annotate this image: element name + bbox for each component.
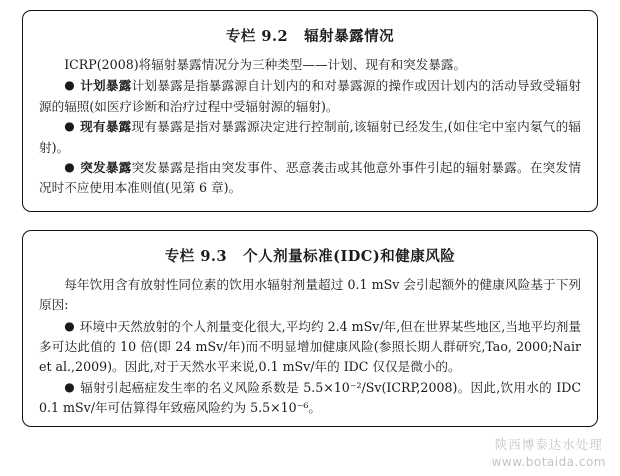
box-intro-paragraph: ICRP(2008)将辐射暴露情况分为三种类型——计划、现有和突发暴露。 xyxy=(64,57,467,72)
bullet-text: 突发暴露是指由突发事件、恶意袭击或其他意外事件引起的辐射暴露。在突发情况时不应使用本准则值(见第 6 章)。 xyxy=(39,159,581,196)
bullet-text: 现有暴露是指对暴露源决定进行控制前,该辐射已经发生,(如住宅中室内氡气的辐射)。 xyxy=(39,119,581,155)
callout-box-9-3 xyxy=(22,230,598,428)
bullet-text: 计划暴露是指暴露源自计划内的和对暴露源的操作或因计划内的活动导致受辐射源的辐照(如医疗诊断和治疗过程中受辐射源的辐射)。 xyxy=(39,78,581,114)
watermark xyxy=(492,437,606,470)
box-bullet-item xyxy=(39,317,581,378)
bullet-text: 环境中天然放射的个人剂量变化很大,平均约 2.4 mSv/年,但在世界某些地区,当地平均剂量多可达此值的 10 倍(即 24 mSv/年)而不明显增加健康风险(参照长期人群研究,Tao, 2000;Nair et al.,2009)。因此,对于天然水平来说,0.1 mSv/年的 IDC 仅仅是微小的。 xyxy=(39,318,581,375)
watermark-company: 陕西博泰达水处理 xyxy=(494,436,603,452)
box-bullet-item xyxy=(39,76,581,117)
bullet-dot-icon: ● xyxy=(64,78,75,93)
bullet-text: 辐射引起癌症发生率的名义风险系数是 5.5×10⁻²/Sv(ICRP,2008)。因此,饮用水的 IDC 0.1 mSv/年可估算得年致癌风险约为 5.5×10⁻⁶。 xyxy=(39,379,581,416)
bullet-dot-icon: ● xyxy=(64,119,75,134)
bullet-bold-prefix: 计划暴露 xyxy=(80,78,132,94)
box-intro-paragraph: 每年饮用含有放射性同位素的饮用水辐射剂量超过 0.1 mSv 会引起额外的健康风险基于下列原因: xyxy=(39,276,581,313)
bullet-dot-icon: ● xyxy=(64,318,75,333)
box-bullet-item xyxy=(39,158,581,199)
callout-box-9-2 xyxy=(22,10,598,212)
box-number: 专栏 9.3 xyxy=(164,247,228,265)
box-title-9-2 xyxy=(39,25,581,46)
box-bullet-item xyxy=(39,378,581,419)
bullet-dot-icon: ● xyxy=(64,379,75,394)
bullet-dot-icon: ● xyxy=(64,159,75,174)
box-number: 专栏 9.2 xyxy=(225,28,289,45)
bullet-bold-prefix: 现有暴露 xyxy=(80,119,132,135)
box-heading: 辐射暴露情况 xyxy=(304,28,395,45)
box-heading: 个人剂量标准(IDC)和健康风险 xyxy=(243,247,456,265)
bullet-bold-prefix: 突发暴露 xyxy=(80,159,132,175)
box-title-9-3 xyxy=(39,245,581,266)
watermark-url: www.botaida.com xyxy=(491,454,606,469)
box-bullet-item xyxy=(39,117,581,158)
